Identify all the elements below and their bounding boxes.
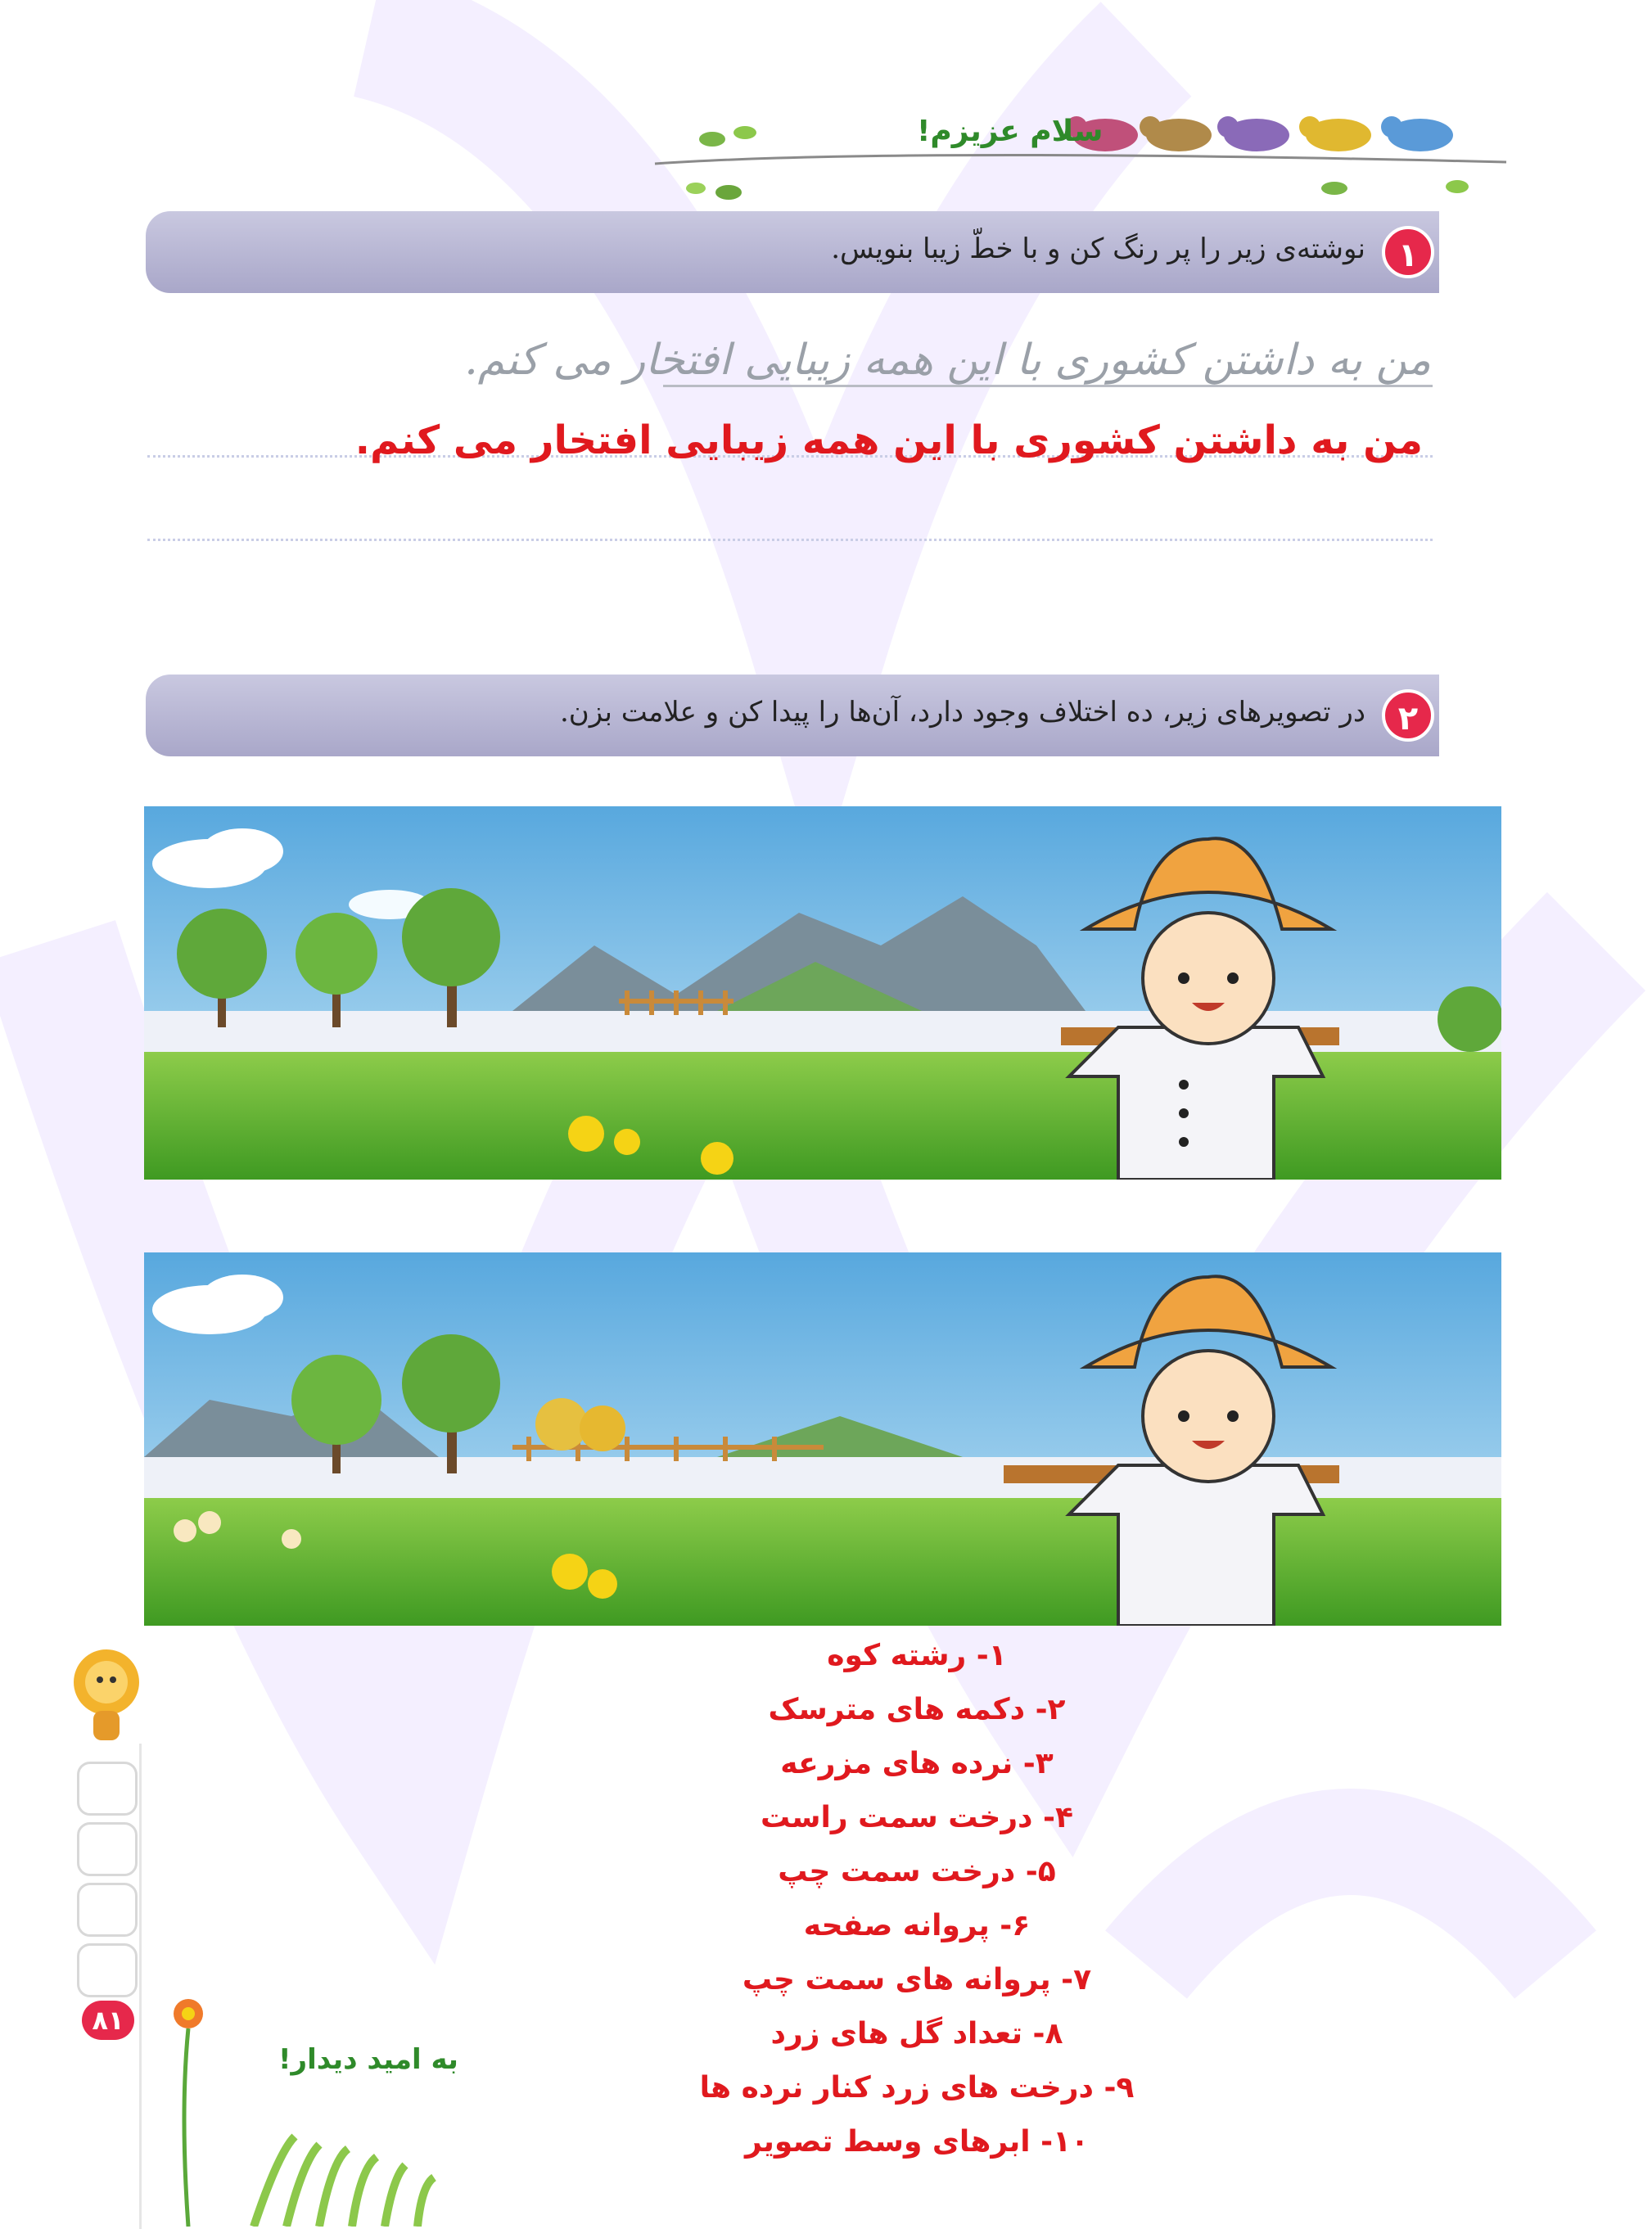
question-2-number: ۲ <box>1382 689 1434 742</box>
difference-item: ۲- دکمه های مترسک <box>768 1693 1066 1726</box>
difference-item: ۷- پروانه های سمت چپ <box>742 1963 1092 1997</box>
question-1-number: ۱ <box>1382 226 1434 278</box>
check-box[interactable] <box>77 1943 138 1997</box>
check-box[interactable] <box>77 1883 138 1937</box>
trace-baseline <box>663 385 1433 387</box>
goodbye-text: به امید دیدار! <box>278 2043 458 2076</box>
scene-original[interactable] <box>144 806 1501 1180</box>
page-number: ۸۱ <box>82 2001 134 2040</box>
answer-line-2 <box>147 539 1433 541</box>
bird-icon <box>1066 116 1453 151</box>
difference-item: ۵- درخت سمت چپ <box>778 1855 1056 1888</box>
question-2-bar <box>146 675 1439 756</box>
difference-item: ۱۰- ابرهای وسط تصویر <box>744 2125 1090 2159</box>
leaf-icon <box>686 126 756 200</box>
check-box[interactable] <box>77 1822 138 1876</box>
trace-sentence: من به داشتن کشوری با این همه زیبایی افتخار می کنم. <box>464 336 1431 385</box>
question-1-instruction: نوشته‌ی زیر را پر رنگ کن و با خطّ زیبا بنویس. <box>831 232 1365 265</box>
question-2-instruction: در تصویرهای زیر، ده اختلاف وجود دارد، آن‌ها را پیدا کن و علامت بزن. <box>559 696 1365 729</box>
differences-list <box>508 1629 1326 2169</box>
lion-icon <box>65 1645 147 1744</box>
difference-item: ۸- تعداد گل های زرد <box>770 2017 1063 2051</box>
difference-item: ۳- نرده های مزرعه <box>780 1747 1054 1780</box>
difference-item: ۱- رشته کوه <box>827 1639 1007 1672</box>
check-box[interactable] <box>77 1762 138 1816</box>
question-1-bar <box>146 211 1439 293</box>
scene-modified[interactable] <box>144 1252 1501 1626</box>
difference-item: ۹- درخت های زرد کنار نرده ها <box>699 2071 1135 2105</box>
greeting: سلام عزیزم! <box>917 115 1104 148</box>
difference-item: ۴- درخت سمت راست <box>760 1801 1073 1834</box>
question-1-answer: من به داشتن کشوری با این همه زیبایی افتخار می کنم. <box>354 417 1423 463</box>
difference-item: ۶- پروانه صفحه <box>803 1909 1031 1942</box>
grass-flower-icon <box>156 1989 499 2227</box>
sidebar-line <box>139 1744 142 2229</box>
